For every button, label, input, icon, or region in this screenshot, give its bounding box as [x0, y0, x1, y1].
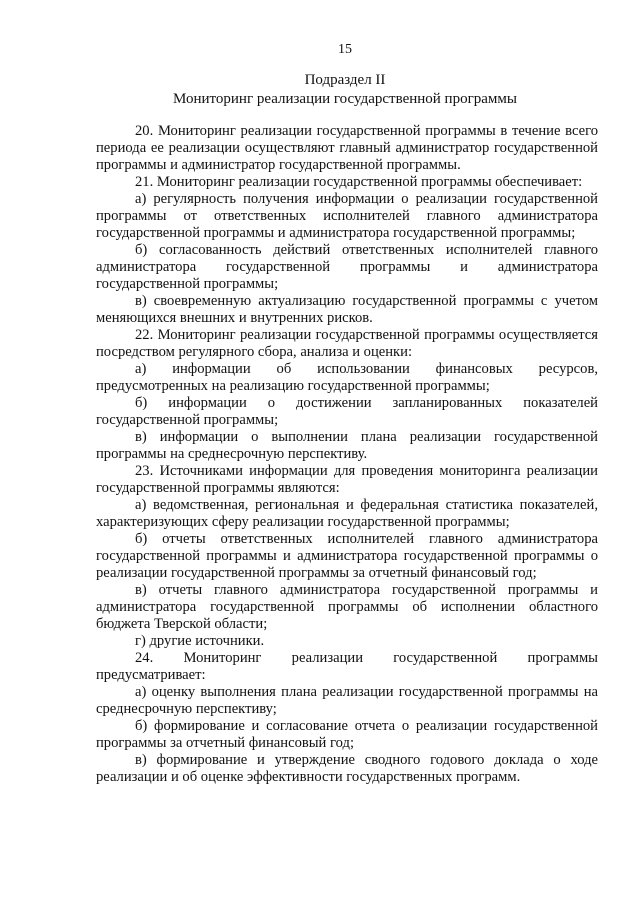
- paragraph-24-a: а) оценку выполнения плана реализации государственной программы на среднесрочную перспективу;: [96, 684, 598, 717]
- paragraph-23-g: г) другие источники.: [135, 633, 265, 649]
- paragraph-21-b: б) согласованность действий ответственных исполнителей главного администратора государственной программы и администратора государственной программы;: [96, 242, 598, 292]
- paragraph-22-v: в) информации о выполнении плана реализации государственной программы на среднесрочную перспективу.: [96, 429, 598, 462]
- paragraph-22: 22. Мониторинг реализации государственной программы осуществляется посредством регулярного сбора, анализа и оценки:: [96, 327, 598, 360]
- paragraph-23: 23. Источниками информации для проведения мониторинга реализации государственной программы являются:: [96, 463, 598, 496]
- paragraph-24-b: б) формирование и согласование отчета о реализации государственной программы за отчетный финансовый год;: [96, 718, 598, 751]
- paragraph-21-a: а) регулярность получения информации о реализации государственной программы от ответственных исполнителей главного администратора государственной программы и администратора государственной программы;: [96, 191, 598, 241]
- page-number: 15: [338, 42, 352, 57]
- paragraph-24-v: в) формирование и утверждение сводного годового доклада о ходе реализации и об оценке эффективности государственных программ.: [96, 752, 598, 785]
- paragraph-20: 20. Мониторинг реализации государственной программы в течение всего периода ее реализации осуществляют главный администратор государственной программы и администратор государственной программы.: [96, 123, 598, 173]
- subsection-heading: Подраздел II: [304, 72, 386, 88]
- paragraph-22-a: а) информации об использовании финансовых ресурсов, предусмотренных на реализацию государственной программы;: [96, 361, 598, 394]
- paragraph-22-b: б) информации о достижении запланированных показателей государственной программы;: [96, 395, 598, 428]
- paragraph-23-a: а) ведомственная, региональная и федеральная статистика показателей, характеризующих сферу реализации государственной программы;: [96, 497, 598, 530]
- paragraph-23-b: б) отчеты ответственных исполнителей главного администратора государственной программы и администратора государственной программы о реализации государственной программы за отчетный финансовый год;: [96, 531, 598, 581]
- paragraph-21: 21. Мониторинг реализации государственной программы обеспечивает:: [135, 174, 583, 190]
- paragraph-23-v: в) отчеты главного администратора государственной программы и администратора государственной программы об исполнении областного бюджета Тверской области;: [96, 582, 598, 632]
- paragraph-24: 24. Мониторинг реализации государственной программы предусматривает:: [96, 650, 598, 683]
- subsection-title: Мониторинг реализации государственной программы: [173, 91, 517, 107]
- body-text: [96, 123, 598, 786]
- paragraph-21-v: в) своевременную актуализацию государственной программы с учетом меняющихся внешних и внутренних рисков.: [96, 293, 598, 326]
